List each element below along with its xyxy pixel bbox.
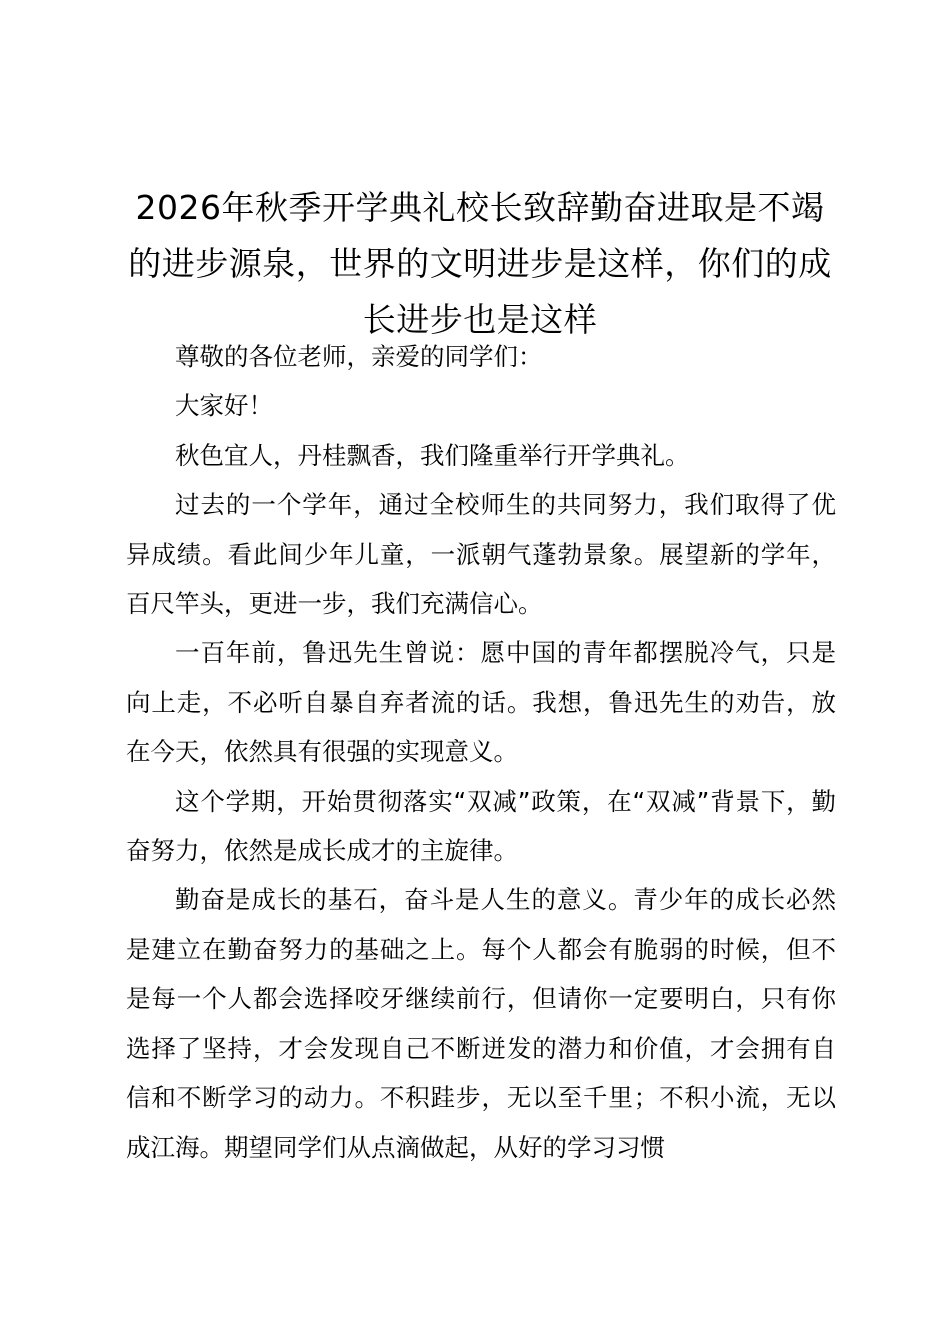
paragraph-salutation: 尊敬的各位老师，亲爱的同学们： (175, 342, 543, 371)
paragraph: 这个学期，开始贯彻落实“双减”政策，在“双减”背景下，勤奋努力，依然是成长成才的主旋律。 (126, 786, 836, 866)
paragraph: 秋色宜人，丹桂飘香，我们隆重举行开学典礼。 (175, 440, 690, 470)
paragraph: 一百年前，鲁迅先生曾说：愿中国的青年都摆脱冷气，只是向上走，不必听自暴自弃者流的话。我想，鲁迅先生的劝告，放在今天，依然具有很强的实现意义。 (126, 638, 836, 767)
paragraph-greeting: 大家好！ (175, 391, 273, 421)
paragraph: 勤奋是成长的基石，奋斗是人生的意义。青少年的成长必然是建立在勤奋努力的基础之上。每个人都会有脆弱的时候，但不是每一个人都会选择咬牙继续前行，但请你一定要明白，只有你选择了坚持，才会发现自己不断迸发的潜力和价值，才会拥有自信和不断学习的动力。不积跬步，无以至千里；不积小流，无以成江海。期望同学们从点滴做起，从好的学习习惯 (126, 885, 836, 1162)
document-body (126, 332, 836, 1172)
paragraph: 过去的一个学年，通过全校师生的共同努力，我们取得了优异成绩。看此间少年儿童，一派朝气蓬勃景象。展望新的学年，百尺竿头，更进一步，我们充满信心。 (126, 490, 836, 619)
document-title: 2026年秋季开学典礼校长致辞勤奋进取是不竭的进步源泉，世界的文明进步是这样，你们的成长进步也是这样 (128, 188, 832, 339)
